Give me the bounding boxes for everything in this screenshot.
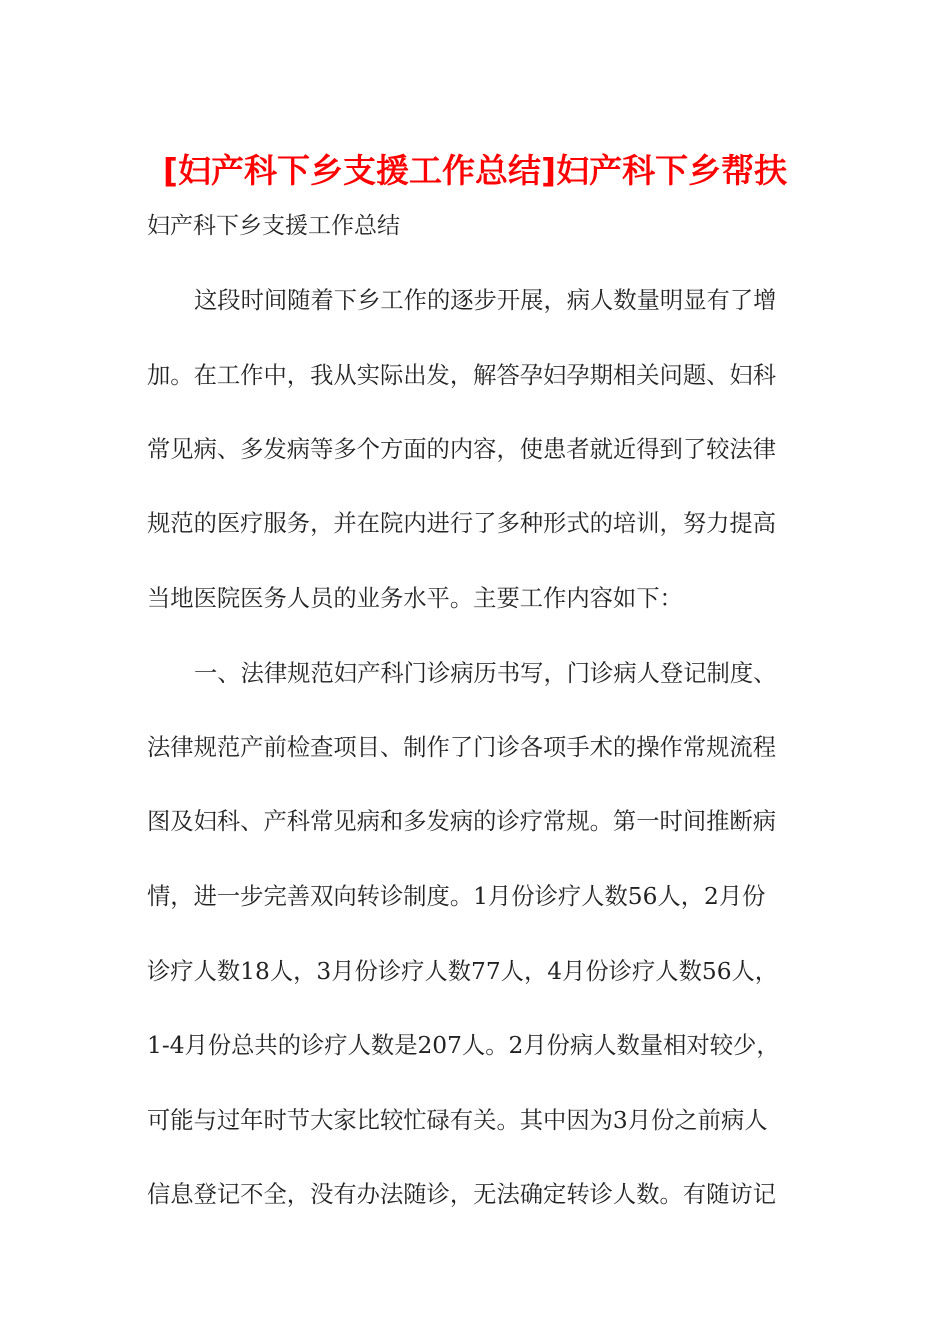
- paragraph-line: 一、法律规范妇产科门诊病历书写，门诊病人登记制度、: [194, 660, 777, 687]
- paragraph-line: 诊疗人数18人，3月份诊疗人数77人，4月份诊疗人数56人，: [147, 958, 779, 985]
- document-subtitle: 妇产科下乡支援工作总结: [147, 213, 400, 239]
- document-title: [妇产科下乡支援工作总结]妇产科下乡帮扶: [162, 151, 788, 190]
- paragraph-line: 常见病、多发病等多个方面的内容，使患者就近得到了较法律: [147, 436, 777, 463]
- paragraph-line: 可能与过年时节大家比较忙碌有关。其中因为3月份之前病人: [147, 1107, 768, 1134]
- paragraph-line: 图及妇科、产科常见病和多发病的诊疗常规。第一时间推断病: [147, 808, 777, 835]
- paragraph-line: 当地医院医务人员的业务水平。主要工作内容如下：: [147, 585, 683, 612]
- paragraph-line: 这段时间随着下乡工作的逐步开展，病人数量明显有了增: [194, 287, 777, 314]
- paragraph-line: 1-4月份总共的诊疗人数是207人。2月份病人数量相对较少，: [147, 1032, 780, 1059]
- paragraph-line: 信息登记不全，没有办法随诊，无法确定转诊人数。有随访记: [147, 1181, 777, 1208]
- paragraph-line: 情，进一步完善双向转诊制度。1月份诊疗人数56人，2月份: [147, 883, 766, 910]
- paragraph-line: 规范的医疗服务，并在院内进行了多种形式的培训，努力提高: [147, 510, 777, 537]
- paragraph-line: 法律规范产前检查项目、制作了门诊各项手术的操作常规流程: [147, 734, 777, 761]
- paragraph-line: 加。在工作中，我从实际出发，解答孕妇孕期相关问题、妇科: [147, 362, 777, 389]
